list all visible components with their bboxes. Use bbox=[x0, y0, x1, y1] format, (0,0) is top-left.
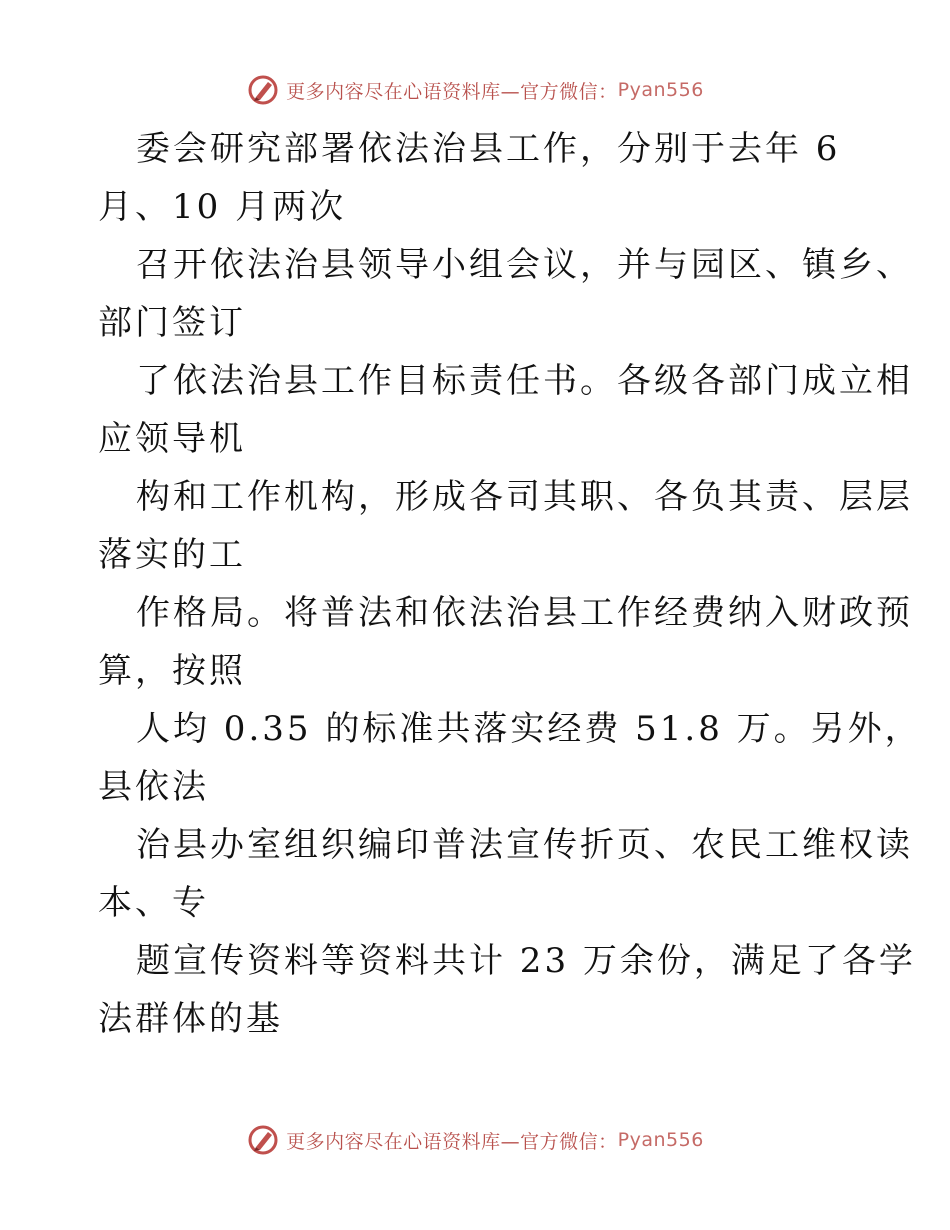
text-line: 县依法 bbox=[98, 767, 209, 807]
text-line: 构和工作机构，形成各司其职、各负其责、层层 bbox=[136, 477, 913, 517]
text-line: 委会研究部署依法治县工作，分别于去年 6 bbox=[136, 129, 841, 169]
footer-watermark bbox=[0, 1120, 950, 1160]
text-line: 法群体的基 bbox=[98, 999, 283, 1039]
text-line: 治县办室组织编印普法宣传折页、农民工维权读 bbox=[136, 825, 913, 865]
pen-logo-icon bbox=[246, 73, 280, 107]
text-line: 算，按照 bbox=[98, 651, 246, 691]
watermark-text: 更多内容尽在心语资料库—官方微信： bbox=[286, 80, 618, 103]
text-line: 作格局。将普法和依法治县工作经费纳入财政预 bbox=[136, 593, 913, 633]
text-line: 本、专 bbox=[98, 883, 209, 923]
text-line: 月、10 月两次 bbox=[98, 187, 347, 227]
text-line: 部门签订 bbox=[98, 303, 246, 343]
document-body bbox=[98, 120, 922, 1048]
watermark-id: Pyan556 bbox=[617, 79, 704, 101]
pen-logo-icon bbox=[246, 1123, 280, 1157]
text-line: 应领导机 bbox=[98, 419, 246, 459]
text-line: 召开依法治县领导小组会议，并与园区、镇乡、 bbox=[136, 245, 913, 285]
text-line: 人均 0.35 的标准共落实经费 51.8 万。另外， bbox=[136, 709, 922, 749]
watermark-text: 更多内容尽在心语资料库—官方微信： bbox=[286, 1130, 618, 1153]
text-line: 落实的工 bbox=[98, 535, 246, 575]
text-line: 了依法治县工作目标责任书。各级各部门成立相 bbox=[136, 361, 913, 401]
text-line: 题宣传资料等资料共计 23 万余份，满足了各学 bbox=[136, 941, 916, 981]
watermark-id: Pyan556 bbox=[617, 1129, 704, 1151]
header-watermark bbox=[0, 70, 950, 110]
